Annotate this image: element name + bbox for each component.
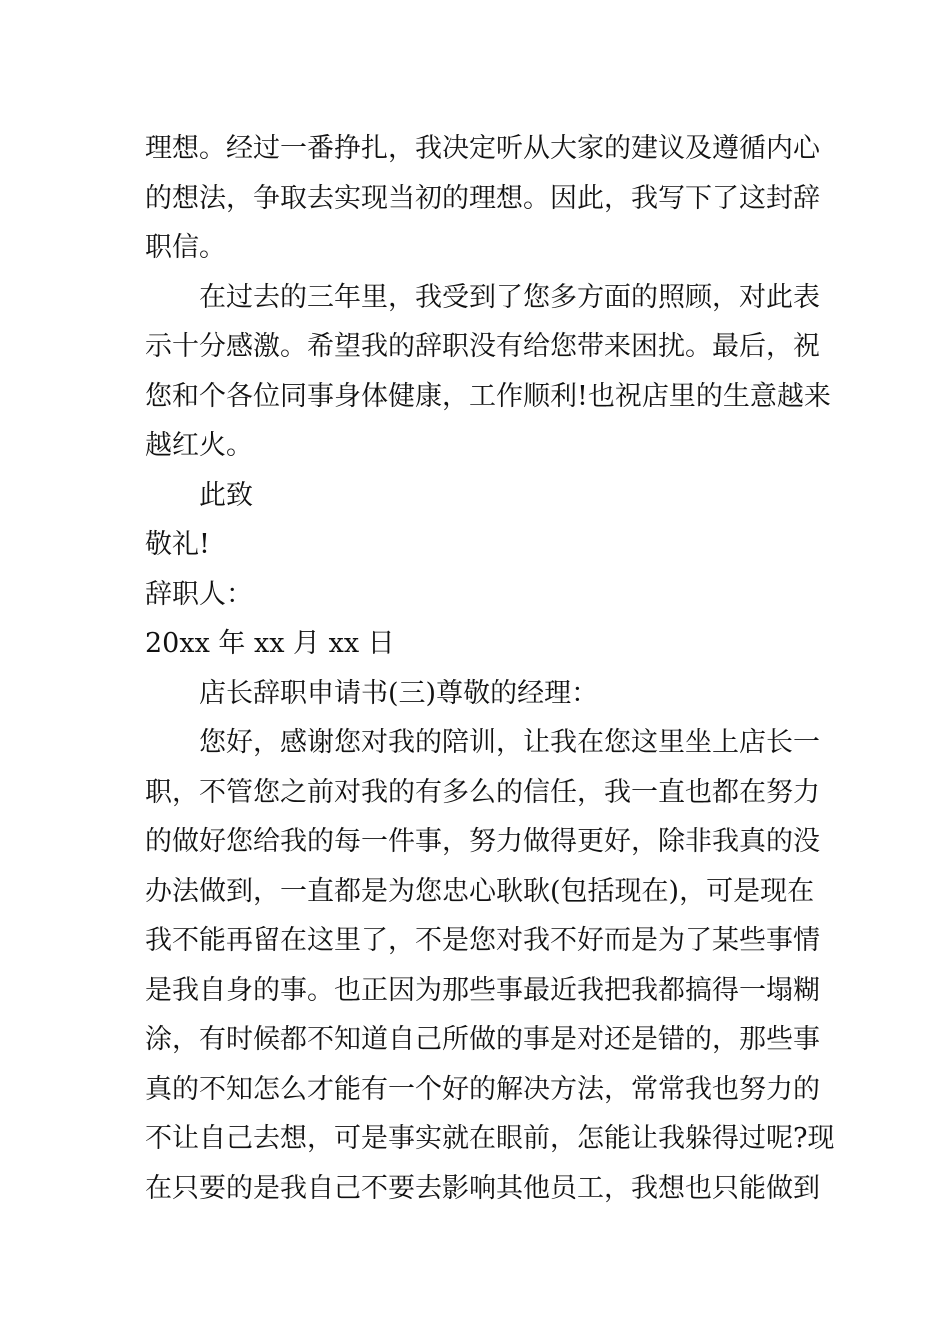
text-line: 20xx 年 xx 月 xx 日 — [145, 628, 395, 659]
text-line: 不让自己去想，可是事实就在眼前，怎能让我躲得过呢?现 — [145, 1123, 835, 1154]
text-line: 涂，有时候都不知道自己所做的事是对还是错的，那些事 — [145, 1024, 820, 1055]
text-line: 的想法，争取去实现当初的理想。因此，我写下了这封辞 — [145, 182, 820, 214]
letter-body — [145, 124, 835, 1213]
text-line: 此致 — [199, 479, 253, 511]
text-line: 职，不管您之前对我的有多么的信任，我一直也都在努力 — [145, 776, 820, 808]
text-line: 在过去的三年里，我受到了您多方面的照顾，对此表 — [199, 281, 820, 313]
text-line: 在只要的是我自己不要去影响其他员工，我想也只能做到 — [145, 1172, 820, 1204]
text-line: 店长辞职申请书(三)尊敬的经理： — [199, 677, 599, 709]
text-line: 敬礼! — [145, 529, 210, 560]
text-line: 我不能再留在这里了，不是您对我不好而是为了某些事情 — [145, 925, 820, 956]
text-line: 办法做到，一直都是为您忠心耿耿(包括现在)，可是现在 — [145, 875, 815, 907]
text-line: 真的不知怎么才能有一个好的解决方法，常常我也努力的 — [145, 1073, 820, 1105]
text-line: 越红火。 — [145, 430, 253, 461]
text-line: 您和个各位同事身体健康，工作顺利!也祝店里的生意越来 — [145, 380, 831, 412]
text-line: 示十分感激。希望我的辞职没有给您带来困扰。最后，祝 — [145, 331, 820, 362]
text-line: 理想。经过一番挣扎，我决定听从大家的建议及遵循内心 — [145, 133, 820, 164]
text-line: 辞职人： — [145, 578, 253, 610]
text-line: 职信。 — [145, 232, 226, 263]
text-line: 是我自身的事。也正因为那些事最近我把我都搞得一塌糊 — [145, 974, 820, 1006]
text-line: 您好，感谢您对我的陪训，让我在您这里坐上店长一 — [199, 727, 820, 758]
text-line: 的做好您给我的每一件事，努力做得更好，除非我真的没 — [145, 826, 820, 857]
